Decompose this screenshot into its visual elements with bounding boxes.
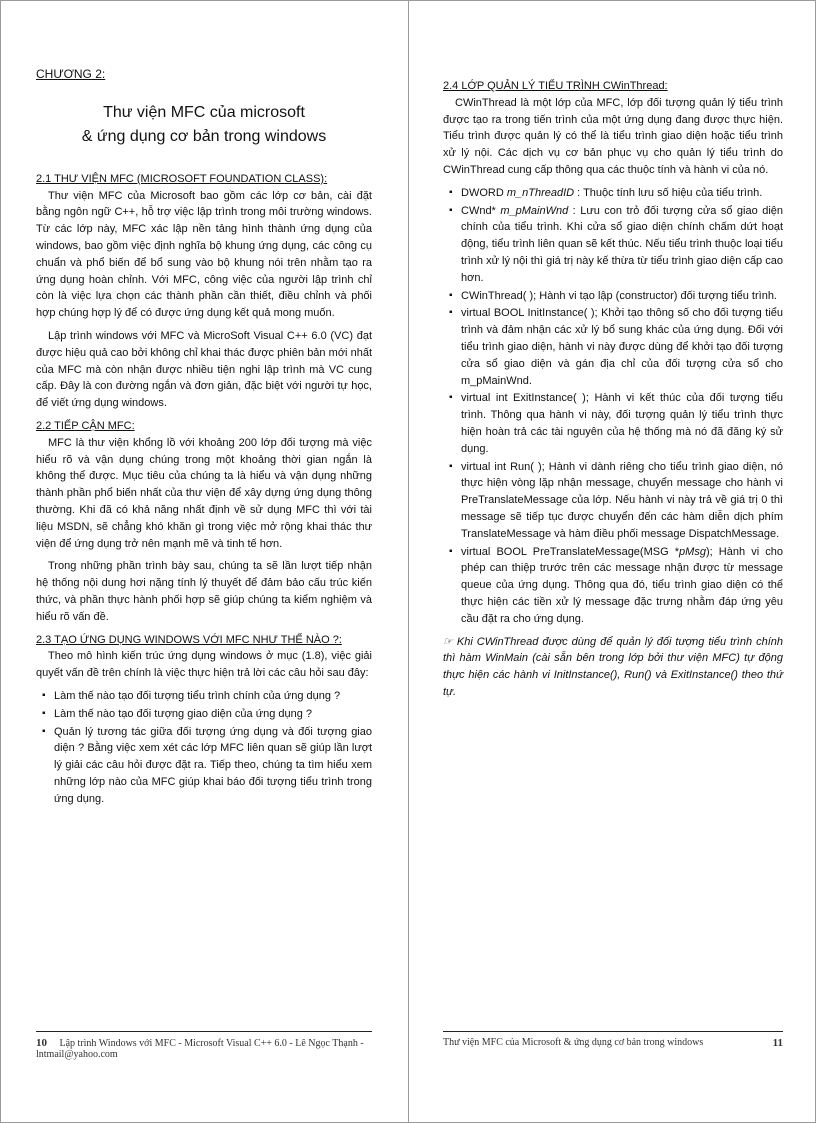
member-description: : Lưu con trỏ đối tượng cửa sổ giao diện chính của tiểu trình. Khi cửa sổ giao diện chính chấm dứt hoạt động, tiểu trình liên quan sẽ kết thúc. Nếu tiểu trình thuộc loại tiểu trình xử lý nội thì giá trị này kế thừa từ tiểu trình giao diện cấp cao hơn. <box>461 204 783 284</box>
member-name: m_nThreadID <box>506 186 575 199</box>
member-code: DWORD <box>461 186 507 199</box>
list-item: ▪ Làm thế nào tạo đối tượng giao diện của ứng dụng ? <box>54 706 372 723</box>
section-2-1-paragraph-2: Lập trình windows với MFC và MicroSoft Visual C++ 6.0 (VC) đạt được hiệu quả cao bởi không chỉ khai thác được phiên bản mới nhất của MFC mà còn nhận được nhiều tiện nghi lập trình mà VC cung cấp. Đây là con đường ngắn và đơn giản, đặc biệt với người tự học, để viết ứng dụng windows. <box>36 329 372 410</box>
footer-text: Thư viện MFC của Microsoft & ứng dụng cơ bản trong windows <box>443 1037 704 1048</box>
list-item <box>461 288 783 305</box>
footer-rule <box>36 1031 372 1032</box>
member-code: CWinThread( ); <box>461 289 537 302</box>
list-item: ▪ Làm thế nào tạo đối tượng tiểu trình chính của ứng dụng ? <box>54 688 372 705</box>
section-2-1-heading: 2.1 THƯ VIỆN MFC (MICROSOFT FOUNDATION CLASS): <box>36 172 328 185</box>
member-name: pMsg <box>679 545 706 558</box>
chapter-title <box>36 101 372 149</box>
member-description: Hành vi dành riêng cho tiểu trình giao diện, nó thực hiện vòng lặp nhận message, chuyển message cho hành vi PreTranslateMessage của lớp. Nếu hành vi này trả về giá trị 0 thì message sẽ tiếp tục được chuyển đến các hàm diễn dịch phím TranslateMessage và hàm điều phối message DispatchMessage. <box>461 460 783 540</box>
member-code: virtual BOOL InitInstance( ); <box>461 307 598 320</box>
section-2-2-heading: 2.2 TIẾP CẬN MFC: <box>36 419 135 432</box>
cwinthread-member-list <box>443 185 783 628</box>
note-block <box>443 634 783 701</box>
pointing-hand-icon: ☞ <box>443 635 453 648</box>
member-description: Khởi tạo thông số cho đối tượng tiểu trình và đảm nhận các xử lý bổ sung khác của ứng dụng. Đối với tiểu trình giao diện, hành vi này được dùng để khởi tạo đối tượng cửa sổ giao diện và gán địa chỉ của đối tượng cửa sổ cho m_pMainWnd. <box>461 307 784 387</box>
member-description: Hành vi tạo lập (constructor) đối tượng tiểu trình. <box>536 289 777 302</box>
list-item <box>461 185 783 202</box>
left-column <box>36 66 372 813</box>
section-2-3-heading: 2.3 TẠO ỨNG DỤNG WINDOWS VỚI MFC NHƯ THẾ NÀO ?: <box>36 633 342 646</box>
member-code: virtual int Run( ); <box>461 460 545 473</box>
section-2-1-paragraph-1: Thư viện MFC của Microsoft bao gồm các lớp cơ bản, cài đặt bằng ngôn ngữ C++, hỗ trợ việc lập trình trong môi trường windows. Từ các lớp này, MFC xác lập nền tảng hình thành ứng dụng của windows, bao gồm việc định nghĩa bộ khung ứng dụng, các công cụ chuẩn và phổ biến để bổ sung vào bộ khung nói trên nhằm tạo ra ứng dụng hoàn chỉnh. Với MFC, công việc của người lập trình chỉ còn là việc lựa chọn các thành phần cần thiết, điều chỉnh và phối hợp chúng hợp lý để có được ứng dụng kết quả mong muốn. <box>36 189 372 320</box>
page-number: 11 <box>772 1037 783 1049</box>
section-2-3-paragraph-1: Theo mô hình kiến trúc ứng dụng windows ở mục (1.8), việc giải quyết vấn đề trên chính là việc thực hiện trả lời các câu hỏi sau đây: <box>36 650 372 680</box>
right-footer <box>443 1037 783 1049</box>
section-2-4-paragraph-1: CWinThread là một lớp của MFC, lớp đối tượng quản lý tiểu trình được tạo ra trong tiến trình của một ứng dụng đang được thực hiện. Tiểu trình được quản lý có thể là tiểu trình giao diện hoặc tiểu trình xử lý nội. Các dịch vụ cơ bản phục vụ cho quản lý tiểu trình do CWinThread cung cấp thông qua các thuộc tính và hành vi của nó. <box>443 96 783 176</box>
member-description: : Thuộc tính lưu số hiệu của tiểu trình. <box>574 186 763 199</box>
list-item <box>461 390 783 457</box>
section-2-2-paragraph-1: MFC là thư viện khổng lồ với khoảng 200 lớp đối tượng mà việc hiểu rõ và vận dụng chúng trong một khoảng thời gian ngắn là không thể được. Mục tiêu của chúng ta là hiểu và vận dụng những thành phần phổ biến nhất của thư viện để xây dựng ứng dụng thông thường. Khi đã có khả năng nhất định về sử dụng MFC thì với tài liệu MSDN, sẽ chẳng khó khăn gì trong việc mở rộng khai thác thư viện để ứng dụng trở nên mạnh mẽ và tinh tế hơn. <box>36 436 372 550</box>
footer-rule <box>443 1031 783 1032</box>
list-item: ▪ Quản lý tương tác giữa đối tượng ứng dụng và đối tượng giao diện ? Bằng việc xem xét các lớp MFC liên quan sẽ giúp lần lượt lý giải các câu hỏi được đặt ra. Tiếp theo, chúng ta tìm hiểu xem những lớp nào của MFC giúp khai báo đối tượng tiểu trình trong ứng dụng. <box>54 724 372 808</box>
page-number: 10 <box>36 1037 47 1049</box>
note-text: Khi CWinThread được dùng để quản lý đối tượng tiểu trình chính thì hàm WinMain (cài sẵn bên trong lớp bởi thư viện MFC) tự động thực hiện các hành vi InitInstance(), Run() và ExitInstance() theo thứ tự. <box>443 635 783 698</box>
title-line-2: & ứng dụng cơ bản trong windows <box>81 127 327 145</box>
footer-text: Lập trình Windows với MFC - Microsoft Visual C++ 6.0 - Lê Ngọc Thạnh - lntmail@yahoo.com <box>36 1038 364 1060</box>
member-code: CWnd* <box>461 204 501 217</box>
right-column <box>443 78 783 701</box>
member-description: Hành vi kết thúc của đối tượng tiểu trình. Thông qua hành vi này, đối tượng quản lý tiểu trình thực hiện hoàn trả các tài nguyên của hệ thống mà nó đã đăng ký sử dụng. <box>461 392 783 455</box>
member-code: virtual BOOL PreTranslateMessage(MSG * <box>461 545 680 558</box>
section-2-3-question-list <box>36 688 372 808</box>
list-item <box>461 459 783 543</box>
right-page <box>409 0 816 1123</box>
chapter-heading: CHƯƠNG 2: <box>36 67 106 81</box>
list-item <box>461 544 783 628</box>
list-item <box>461 203 783 287</box>
member-description: ); Hành vi cho phép can thiệp trước trên các message nhận được từ message queue của ứng dụng. Thông qua đó, tiểu trình giao diện có thể thực hiện các tiền xử lý message đặc trưng nhằm đáp ứng yêu cầu đặt ra cho ứng dụng. <box>461 545 783 625</box>
left-footer <box>36 1037 372 1060</box>
section-2-2-paragraph-2: Trong những phần trình bày sau, chúng ta sẽ lần lượt tiếp nhận hệ thống nội dung hơi nặng tính lý thuyết để đảm bảo cấu trúc kiến thức, và phần thực hành phối hợp sẽ giúp chúng ta kiểm nghiệm và hiểu rõ vấn đề. <box>36 560 372 623</box>
member-name: m_pMainWnd <box>500 204 569 217</box>
title-line-1: Thư viện MFC của microsoft <box>103 103 305 121</box>
section-2-4-heading: 2.4 LỚP QUẢN LÝ TIỂU TRÌNH CWinThread: <box>443 80 668 92</box>
member-code: virtual int ExitInstance( ); <box>461 392 589 405</box>
list-item <box>461 305 783 389</box>
